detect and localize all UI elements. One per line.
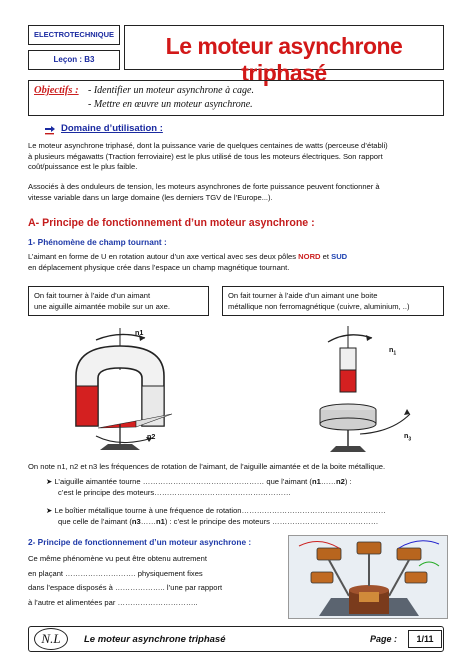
page-number: 1/11 bbox=[416, 634, 434, 644]
experiment-text-left: On fait tourner à l’aide d’un aimant une aiguille aimantée mobile sur un axe. bbox=[34, 291, 170, 311]
bullet-1: ➤ L’aiguille aimantée tourne ………………………………………… que l’aimant (n1……n2) : c’est le principe des moteurs……………………………………………… bbox=[46, 477, 352, 497]
label-n1: n1 bbox=[135, 328, 144, 337]
magnet-needle-figure bbox=[40, 318, 210, 458]
experiment-text-right: On fait tourner à l’aide d’un aimant une boite métallique non ferromagnétique (cuivre, aluminium, ..) bbox=[228, 291, 410, 311]
bullet-2: ➤ Le boîtier métallique tourne à une fréquence de rotation………………………………………………… que celle de l’aimant (n3……n1) : c’est le principe des moteurs …………………………………… bbox=[46, 506, 386, 526]
lesson-label: Leçon : B3 bbox=[53, 55, 95, 64]
motor-illustration bbox=[288, 535, 448, 619]
label-n3: $n_3$ bbox=[404, 431, 412, 443]
arrow-bullet-icon: ➤ bbox=[46, 506, 53, 515]
objective-2: - Mettre en œuvre un moteur asynchrone. bbox=[88, 99, 253, 110]
notes-intro: On note n1, n2 et n3 les fréquences de rotation de l’aimant, de l’aiguille aimantée et de la boite métallique. bbox=[28, 462, 386, 471]
section-a1-text: L’aimant en forme de U en rotation autour d’un axe vertical avec ses deux pôles NORD et SUD en déplacement physique crée dans l’espace un champ magnétique tournant. bbox=[28, 252, 348, 272]
section-a2-text: Ce même phénomène vu peut être obtenu autrement en plaçant ………………………. physiquement fixes dans l’espace disposés à ……………….. l’une par rapport à l’autre et alimentées par ………………………….. bbox=[28, 554, 223, 607]
objectives-label: Objectifs : bbox=[34, 85, 79, 96]
label-n1-right: $n_1$ bbox=[389, 345, 397, 357]
section-a1-heading: 1- Phénomène de champ tournant : bbox=[28, 237, 167, 247]
domain-heading: Domaine d’utilisation : bbox=[61, 123, 163, 134]
hand-icon bbox=[44, 122, 56, 134]
domain-text-2: Associés à des onduleurs de tension, les moteurs asynchrones de forte puissance peuvent fonctionner à vitesse variable dans un large domaine (les derniers TGV de l’Europe...). bbox=[28, 182, 380, 202]
author-logo: N.L bbox=[34, 628, 68, 650]
section-a2-heading: 2- Principe de fonctionnement d’un moteur asynchrone : bbox=[28, 537, 252, 547]
footer-page-label: Page : bbox=[370, 634, 398, 644]
section-a-heading: A- Principe de fonctionnement d’un moteur asynchrone : bbox=[28, 217, 315, 229]
magnet-box-figure bbox=[300, 318, 440, 458]
page-title: Le moteur asynchrone triphasé bbox=[165, 33, 403, 86]
objective-1: - Identifier un moteur asynchrone à cage. bbox=[88, 85, 254, 96]
domain-text-1: Le moteur asynchrone triphasé, dont la puissance varie de quelques centaines de watts (perceuse d’établi) à plusieurs mégawatts (Traction ferroviaire) est le plus utilisé de tous les moteurs électriques. Son rapport coût/puissance est le plus faible. bbox=[28, 141, 388, 172]
arrow-bullet-icon: ➤ bbox=[46, 477, 53, 486]
footer-title: Le moteur asynchrone triphasé bbox=[84, 634, 226, 645]
subject-label: ELECTROTECHNIQUE bbox=[33, 30, 114, 39]
label-n2: n2 bbox=[147, 432, 156, 441]
